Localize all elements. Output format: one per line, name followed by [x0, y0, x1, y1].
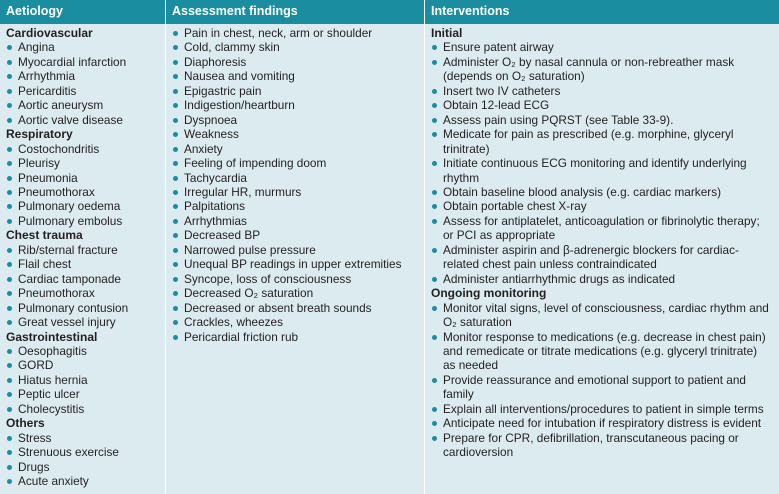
item-text: Decreased or absent breath sounds: [184, 300, 372, 315]
aetiology-item: [6, 142, 165, 156]
assessment-item: [172, 243, 424, 257]
item-text: Prepare for CPR, defibrillation, transcutaneous pacing or cardioversion: [443, 430, 739, 460]
bullet-icon: [7, 219, 12, 224]
item-text: Insert two IV catheters: [443, 83, 561, 98]
bullet-icon: [7, 306, 12, 311]
bullet-icon: [7, 190, 12, 195]
item-text: GORD: [18, 358, 54, 373]
bullet-icon: [173, 248, 178, 253]
section-chest-trauma: Chest trauma: [6, 228, 83, 243]
bullet-icon: [173, 335, 178, 340]
item-text: Unequal BP readings in upper extremities: [184, 257, 402, 272]
aetiology-item: [6, 55, 165, 69]
aetiology-item: [6, 460, 165, 474]
bullet-icon: [173, 31, 178, 36]
section-ongoing-monitoring: Ongoing monitoring: [431, 286, 547, 301]
bullet-icon: [173, 233, 178, 238]
item-text: Initiate continuous ECG monitoring and identify underlying rhythm: [443, 156, 747, 185]
bullet-icon: [173, 176, 178, 181]
aetiology-item: [6, 358, 165, 372]
intervention-initial-item: [431, 214, 773, 243]
aetiology-item: [6, 474, 165, 488]
item-text: Weakness: [184, 127, 239, 142]
bullet-icon: [173, 132, 178, 137]
section-initial: Initial: [431, 26, 463, 40]
item-text: Administer O₂ by nasal cannula or non-rebreather mask (depends on O₂ saturation): [443, 54, 735, 84]
aetiology-item: [6, 214, 165, 228]
assessment-item: [172, 113, 424, 127]
bullet-icon: [432, 103, 437, 108]
bullet-icon: [7, 479, 12, 484]
bullet-icon: [7, 363, 12, 368]
intervention-initial-item: [431, 272, 773, 286]
item-text: Obtain 12-lead ECG: [443, 98, 550, 113]
assessment-item: [172, 257, 424, 271]
aetiology-item: [6, 156, 165, 170]
bullet-icon: [432, 421, 437, 426]
bullet-icon: [7, 103, 12, 108]
item-text: Tachycardia: [184, 170, 247, 185]
aetiology-item: [6, 243, 165, 257]
item-text: Decreased O₂ saturation: [184, 286, 314, 301]
item-text: Pericardial friction rub: [184, 329, 299, 344]
intervention-initial-item: [431, 243, 773, 272]
item-text: Nausea and vomiting: [184, 69, 295, 84]
item-text: Obtain baseline blood analysis (e.g. cardiac markers): [443, 184, 722, 199]
bullet-icon: [432, 378, 437, 383]
bullet-icon: [432, 89, 437, 94]
item-text: Explain all interventions/procedures to patient in simple terms: [443, 401, 764, 416]
intervention-initial-item: [431, 84, 773, 98]
bullet-icon: [7, 74, 12, 79]
item-text: Feeling of impending doom: [184, 156, 327, 171]
bullet-icon: [432, 306, 437, 311]
assessment-item: [172, 69, 424, 83]
item-text: Anxiety: [184, 141, 223, 156]
section-cardiovascular: Cardiovascular: [6, 26, 93, 40]
bullet-icon: [173, 147, 178, 152]
bullet-icon: [7, 277, 12, 282]
assessment-item: [172, 171, 424, 185]
item-text: Pneumothorax: [18, 286, 95, 301]
bullet-icon: [173, 320, 178, 325]
bullet-icon: [173, 74, 178, 79]
item-text: Drugs: [18, 459, 50, 474]
assessment-item: [172, 156, 424, 170]
assessment-item: [172, 330, 424, 344]
bullet-icon: [7, 450, 12, 455]
item-text: Obtain portable chest X-ray: [443, 199, 587, 214]
item-text: Pulmonary embolus: [18, 213, 123, 228]
bullet-icon: [7, 407, 12, 412]
intervention-ongoing-item: [431, 373, 773, 402]
item-text: Great vessel injury: [18, 315, 116, 330]
aetiology-item: [6, 113, 165, 127]
bullet-icon: [173, 89, 178, 94]
bullet-icon: [432, 161, 437, 166]
aetiology-item: [6, 387, 165, 401]
bullet-icon: [7, 204, 12, 209]
item-text: Ensure patent airway: [443, 40, 554, 55]
intervention-initial-item: [431, 98, 773, 112]
item-text: Cholecystitis: [18, 401, 85, 416]
aetiology-item: [6, 344, 165, 358]
bullet-icon: [173, 219, 178, 224]
intervention-initial-item: [431, 199, 773, 213]
assessment-item: [172, 214, 424, 228]
item-text: Aortic aneurysm: [18, 98, 104, 113]
bullet-icon: [173, 118, 178, 123]
intervention-ongoing-item: [431, 330, 773, 373]
bullet-icon: [7, 262, 12, 267]
item-text: Angina: [18, 40, 55, 55]
intervention-initial-item: [431, 40, 773, 54]
aetiology-item: [6, 286, 165, 300]
aetiology-item: [6, 98, 165, 112]
aetiology-column: [0, 24, 166, 494]
item-text: Monitor response to medications (e.g. decrease in chest pain) and remedicate or titrate medications (e.g. glyceryl trinitrate) as needed: [443, 329, 766, 373]
assessment-item: [172, 185, 424, 199]
interventions-column: [425, 24, 779, 494]
item-text: Stress: [18, 430, 52, 445]
bullet-icon: [432, 219, 437, 224]
assessment-item: [172, 228, 424, 242]
aetiology-item: [6, 315, 165, 329]
item-text: Narrowed pulse pressure: [184, 242, 316, 257]
bullet-icon: [432, 407, 437, 412]
intervention-ongoing-item: [431, 301, 773, 330]
bullet-icon: [432, 204, 437, 209]
assessment-item: [172, 199, 424, 213]
item-text: Strenuous exercise: [18, 445, 119, 460]
item-text: Pleurisy: [18, 156, 60, 171]
bullet-icon: [173, 306, 178, 311]
bullet-icon: [7, 349, 12, 354]
aetiology-item: [6, 301, 165, 315]
item-text: Palpitations: [184, 199, 245, 214]
bullet-icon: [173, 161, 178, 166]
bullet-icon: [173, 262, 178, 267]
assessment-item: [172, 301, 424, 315]
bullet-icon: [432, 277, 437, 282]
item-text: Costochondritis: [18, 141, 100, 156]
bullet-icon: [7, 320, 12, 325]
aetiology-item: [6, 69, 165, 83]
bullet-icon: [7, 291, 12, 296]
aetiology-item: [6, 445, 165, 459]
bullet-icon: [432, 436, 437, 441]
aetiology-item: [6, 40, 165, 54]
bullet-icon: [7, 378, 12, 383]
bullet-icon: [7, 161, 12, 166]
bullet-icon: [7, 248, 12, 253]
item-text: Administer antiarrhythmic drugs as indicated: [443, 271, 676, 286]
item-text: Assess pain using PQRST (see Table 33-9).: [443, 112, 674, 127]
bullet-icon: [7, 392, 12, 397]
item-text: Aortic valve disease: [18, 112, 123, 127]
bullet-icon: [432, 190, 437, 195]
bullet-icon: [7, 60, 12, 65]
aetiology-item: [6, 185, 165, 199]
item-text: Acute anxiety: [18, 474, 89, 489]
bullet-icon: [7, 45, 12, 50]
item-text: Myocardial infarction: [18, 54, 127, 69]
assessment-item: [172, 272, 424, 286]
assessment-item: [172, 98, 424, 112]
item-text: Cardiac tamponade: [18, 271, 121, 286]
item-text: Arrhythmia: [18, 69, 76, 84]
aetiology-item: [6, 171, 165, 185]
intervention-initial-item: [431, 156, 773, 185]
bullet-icon: [432, 45, 437, 50]
section-respiratory: Respiratory: [6, 127, 73, 142]
assessment-column: [166, 24, 425, 494]
header-aetiology: Aetiology: [0, 0, 166, 24]
section-gastrointestinal: Gastrointestinal: [6, 329, 98, 344]
item-text: Pericarditis: [18, 83, 77, 98]
bullet-icon: [173, 190, 178, 195]
assessment-item: [172, 40, 424, 54]
item-text: Irregular HR, murmurs: [184, 184, 302, 199]
aetiology-item: [6, 373, 165, 387]
bullet-icon: [7, 436, 12, 441]
bullet-icon: [432, 248, 437, 253]
bullet-icon: [7, 89, 12, 94]
intervention-initial-item: [431, 55, 773, 84]
item-text: Pulmonary oedema: [18, 199, 121, 214]
bullet-icon: [432, 132, 437, 137]
item-text: Assess for antiplatelet, anticoagulation or fibrinolytic therapy; or PCI as appropriate: [443, 213, 760, 243]
aetiology-item: [6, 84, 165, 98]
assessment-item: [172, 315, 424, 329]
item-text: Anticipate need for intubation if respiratory distress is evident: [443, 416, 762, 431]
item-text: Diaphoresis: [184, 54, 247, 69]
item-text: Pain in chest, neck, arm or shoulder: [184, 26, 373, 40]
item-text: Rib/sternal fracture: [18, 242, 118, 257]
assessment-item: [172, 127, 424, 141]
item-text: Decreased BP: [184, 228, 261, 243]
intervention-ongoing-item: [431, 431, 773, 460]
bullet-icon: [432, 335, 437, 340]
item-text: Arrhythmias: [184, 213, 247, 228]
bullet-icon: [7, 465, 12, 470]
header-assessment-findings: Assessment findings: [166, 0, 425, 24]
bullet-icon: [432, 118, 437, 123]
intervention-ongoing-item: [431, 402, 773, 416]
item-text: Oesophagitis: [18, 343, 87, 358]
item-text: Syncope, loss of consciousness: [184, 271, 352, 286]
item-text: Monitor vital signs, level of consciousness, cardiac rhythm and O₂ saturation: [443, 300, 769, 330]
bullet-icon: [173, 291, 178, 296]
item-text: Pneumonia: [18, 170, 78, 185]
assessment-item: [172, 55, 424, 69]
item-text: Medicate for pain as prescribed (e.g. morphine, glyceryl trinitrate): [443, 127, 734, 156]
item-text: Cold, clammy skin: [184, 40, 280, 55]
aetiology-item: [6, 199, 165, 213]
bullet-icon: [173, 204, 178, 209]
assessment-item: [172, 286, 424, 300]
header-interventions: Interventions: [425, 0, 779, 24]
section-others: Others: [6, 416, 45, 431]
item-text: Provide reassurance and emotional support to patient and family: [443, 372, 746, 402]
bullet-icon: [7, 176, 12, 181]
aetiology-item: [6, 431, 165, 445]
bullet-icon: [432, 60, 437, 65]
item-text: Hiatus hernia: [18, 372, 88, 387]
intervention-initial-item: [431, 113, 773, 127]
bullet-icon: [173, 277, 178, 282]
bullet-icon: [173, 45, 178, 50]
assessment-item: [172, 142, 424, 156]
bullet-icon: [7, 118, 12, 123]
bullet-icon: [173, 60, 178, 65]
bullet-icon: [7, 147, 12, 152]
intervention-initial-item: [431, 127, 773, 156]
item-text: Indigestion/heartburn: [184, 98, 295, 113]
assessment-item: [172, 26, 424, 40]
item-text: Flail chest: [18, 257, 72, 272]
item-text: Epigastric pain: [184, 83, 262, 98]
item-text: Pulmonary contusion: [18, 300, 129, 315]
assessment-item: [172, 84, 424, 98]
item-text: Administer aspirin and β-adrenergic blockers for cardiac-related chest pain unless contraindicated: [443, 242, 739, 272]
intervention-ongoing-item: [431, 416, 773, 430]
item-text: Pneumothorax: [18, 184, 95, 199]
item-text: Peptic ulcer: [18, 387, 80, 402]
bullet-icon: [173, 103, 178, 108]
item-text: Crackles, wheezes: [184, 315, 284, 330]
intervention-initial-item: [431, 185, 773, 199]
aetiology-item: [6, 257, 165, 271]
item-text: Dyspnoea: [184, 112, 238, 127]
aetiology-item: [6, 272, 165, 286]
aetiology-item: [6, 402, 165, 416]
